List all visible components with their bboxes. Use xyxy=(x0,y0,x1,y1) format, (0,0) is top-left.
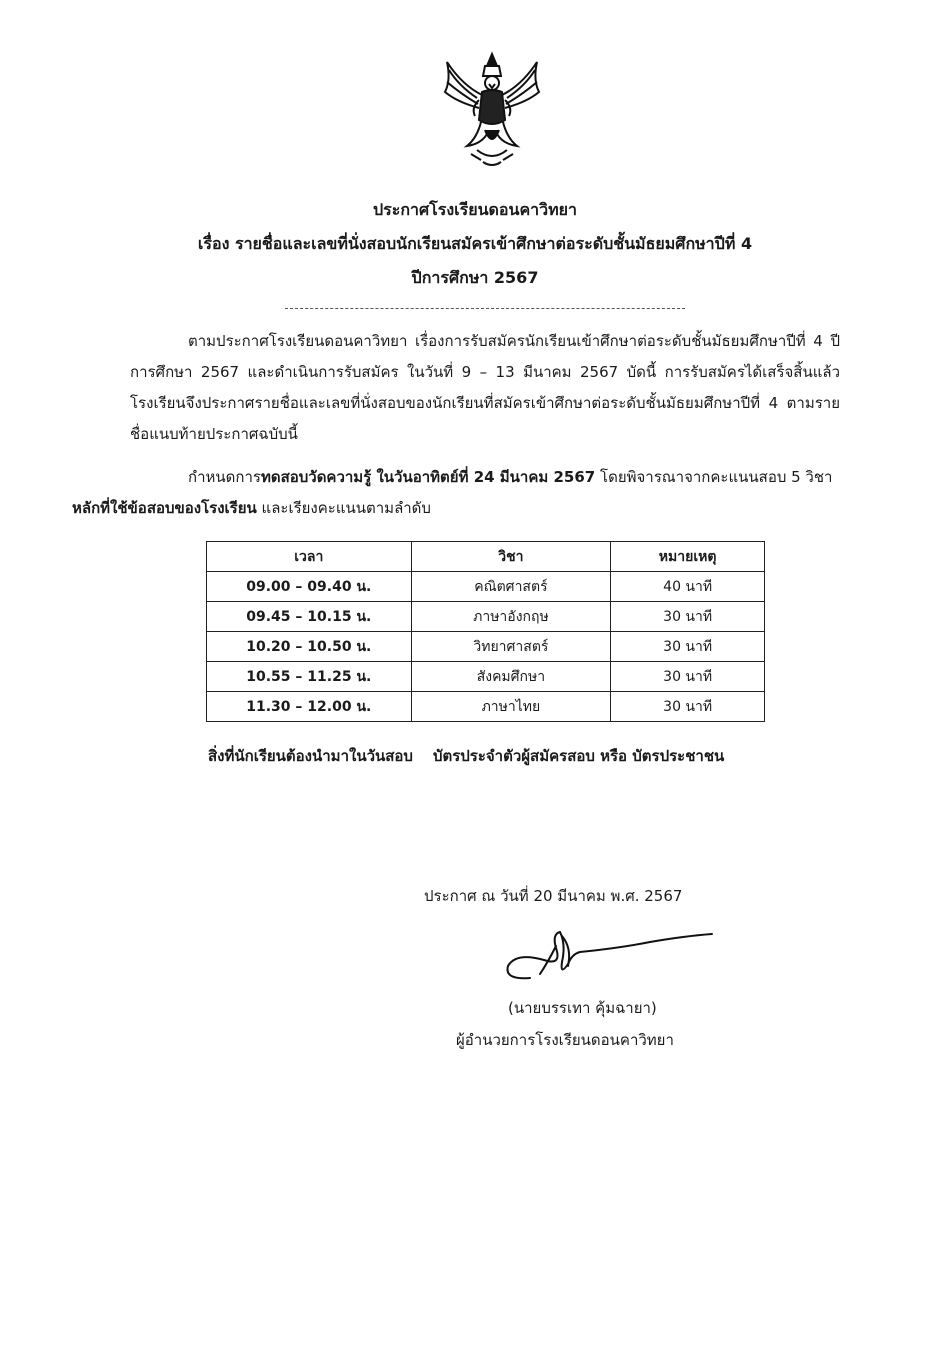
row-note: 30 นาที xyxy=(611,692,765,722)
signer-name: (นายบรรเทา คุ้มฉายา) xyxy=(508,999,657,1017)
row-subject: ภาษาอังกฤษ xyxy=(411,602,611,632)
row-subject: สังคมศึกษา xyxy=(411,662,611,692)
paragraph-suffix: โดยพิจารณาจากคะแนนสอบ 5 วิชา xyxy=(595,468,833,486)
header-note: หมายเหตุ xyxy=(611,542,765,572)
row-time: 09.00 – 09.40 น. xyxy=(207,572,412,602)
table-row xyxy=(207,662,765,692)
academic-year: ปีการศึกษา 2567 xyxy=(411,268,539,287)
items-to-bring xyxy=(208,744,724,768)
paragraph-prefix: กำหนดการ xyxy=(188,468,261,486)
table-header-row xyxy=(207,542,765,572)
announcement-title: ประกาศโรงเรียนดอนคาวิทยา xyxy=(372,200,578,219)
row-note: 30 นาที xyxy=(611,602,765,632)
exam-schedule-paragraph xyxy=(72,462,840,524)
items-to-bring-label: สิ่งที่นักเรียนต้องนำมาในวันสอบ xyxy=(208,747,413,765)
handwritten-signature xyxy=(500,922,715,992)
table-row xyxy=(207,572,765,602)
row-note: 30 นาที xyxy=(611,662,765,692)
table-row xyxy=(207,632,765,662)
intro-paragraph: ตามประกาศโรงเรียนดอนคาวิทยา เรื่องการรับสมัครนักเรียนเข้าศึกษาต่อระดับชั้นมัธยมศึกษาปีที่ 4 ปีการศึกษา 2567 และดำเนินการรับสมัคร ในวันที่ 9 – 13 มีนาคม 2567 บัดนี้ การรับสมัครได้เสร็จสิ้นแล้ว โรงเรียนจึงประกาศรายชื่อและเลขที่นั่งสอบของนักเรียนที่สมัครเข้าศึกษาต่อระดับชั้นมัธยมศึกษาปีที่ 4 ตามรายชื่อแนบท้ายประกาศฉบับนี้ xyxy=(130,332,840,443)
table-row xyxy=(207,602,765,632)
row-time: 11.30 – 12.00 น. xyxy=(207,692,412,722)
row-subject: ภาษาไทย xyxy=(411,692,611,722)
exam-basis-text: หลักที่ใช้ข้อสอบของโรงเรียน xyxy=(72,499,257,517)
row-subject: คณิตศาสตร์ xyxy=(411,572,611,602)
exam-basis-rest: และเรียงคะแนนตามลำดับ xyxy=(256,499,431,517)
announcement-subject: เรื่อง รายชื่อและเลขที่นั่งสอบนักเรียนสมัครเข้าศึกษาต่อระดับชั้นมัธยมศึกษาปีที่ 4 xyxy=(197,234,753,253)
row-time: 10.20 – 10.50 น. xyxy=(207,632,412,662)
row-time: 10.55 – 11.25 น. xyxy=(207,662,412,692)
header-subject: วิชา xyxy=(411,542,611,572)
announcement-date: ประกาศ ณ วันที่ 20 มีนาคม พ.ศ. 2567 xyxy=(424,887,683,905)
exam-schedule-table xyxy=(206,541,765,722)
header-time: เวลา xyxy=(207,542,412,572)
row-note: 30 นาที xyxy=(611,632,765,662)
row-subject: วิทยาศาสตร์ xyxy=(411,632,611,662)
row-time: 09.45 – 10.15 น. xyxy=(207,602,412,632)
items-to-bring-list: บัตรประจำตัวผู้สมัครสอบ หรือ บัตรประชาชน xyxy=(432,747,725,765)
table-row xyxy=(207,692,765,722)
row-note: 40 นาที xyxy=(611,572,765,602)
signer-position: ผู้อำนวยการโรงเรียนดอนคาวิทยา xyxy=(456,1031,674,1049)
exam-date-text: ทดสอบวัดความรู้ ในวันอาทิตย์ที่ 24 มีนาคม 2567 xyxy=(260,468,596,486)
divider-line xyxy=(285,308,685,309)
garuda-emblem-icon xyxy=(437,50,547,170)
